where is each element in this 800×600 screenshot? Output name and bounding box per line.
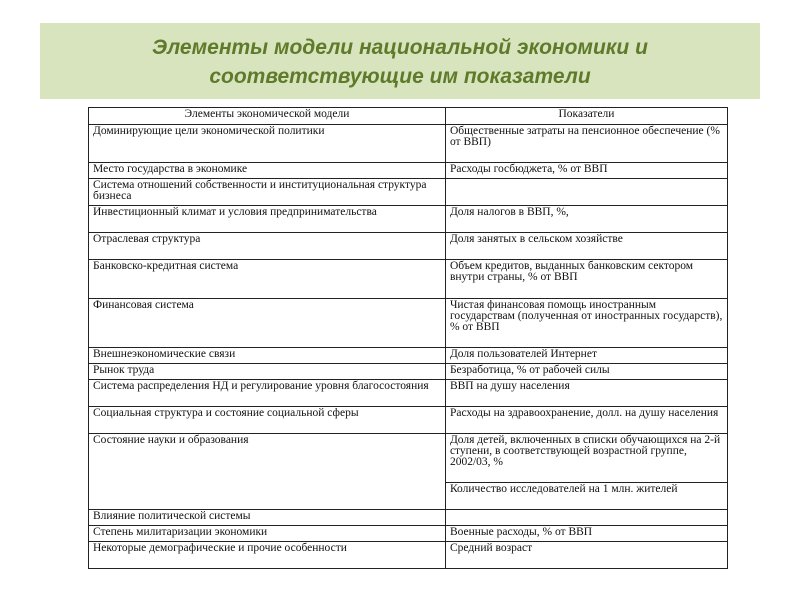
- indicator-cell: Количество исследователей на 1 млн. жителей: [445, 483, 727, 510]
- table-row: [89, 206, 728, 233]
- indicator-cell: Объем кредитов, выданных банковским сектором внутри страны, % от ВВП: [445, 260, 727, 299]
- element-cell: Внешнеэкономические связи: [89, 348, 446, 364]
- indicator-cell: Расходы на здравоохранение, долл. на душу населения: [445, 407, 727, 434]
- table-row: [89, 179, 728, 206]
- element-cell: Доминирующие цели экономической политики: [89, 125, 446, 163]
- table-row: [89, 434, 728, 483]
- table-row: [89, 364, 728, 380]
- indicator-cell: Безработица, % от рабочей силы: [445, 364, 727, 380]
- element-cell: Система распределения НД и регулирование уровня благосостояния: [89, 380, 446, 407]
- indicator-cell: Средний возраст: [445, 542, 727, 569]
- indicator-cell: Военные расходы, % от ВВП: [445, 526, 727, 542]
- table-row: [89, 233, 728, 260]
- element-cell: Рынок труда: [89, 364, 446, 380]
- indicator-cell: Доля детей, включенных в списки обучающихся на 2-й ступени, в соответствующей возрастной группе, 2002/03, %: [445, 434, 727, 483]
- element-cell: Система отношений собственности и институциональная структура бизнеса: [89, 179, 446, 206]
- table-row: [89, 380, 728, 407]
- title-banner: [40, 23, 760, 99]
- element-cell: Банковско-кредитная система: [89, 260, 446, 299]
- indicator-cell: Чистая финансовая помощь иностранным государствам (полученная от иностранных государств), % от ВВП: [445, 299, 727, 348]
- element-cell: Состояние науки и образования: [89, 434, 446, 510]
- element-cell: Степень милитаризации экономики: [89, 526, 446, 542]
- table-row: [89, 163, 728, 179]
- indicator-cell: ВВП на душу населения: [445, 380, 727, 407]
- table-row: [89, 526, 728, 542]
- indicator-cell: [445, 510, 727, 526]
- table-row: [89, 542, 728, 569]
- indicator-cell: Расходы госбюджета, % от ВВП: [445, 163, 727, 179]
- table-row: [89, 407, 728, 434]
- indicators-table: [88, 107, 728, 569]
- table-row: [89, 510, 728, 526]
- table-row: [89, 348, 728, 364]
- element-cell: Влияние политической системы: [89, 510, 446, 526]
- indicator-cell: [445, 179, 727, 206]
- element-cell: Инвестиционный климат и условия предпринимательства: [89, 206, 446, 233]
- indicator-cell: Общественные затраты на пенсионное обеспечение (% от ВВП): [445, 125, 727, 163]
- indicator-cell: Доля занятых в сельском хозяйстве: [445, 233, 727, 260]
- title-line-2: соответствующие им показатели: [209, 65, 591, 88]
- title-line-1: Элементы модели национальной экономики и: [152, 36, 648, 59]
- table-row: [89, 125, 728, 163]
- table-row: [89, 260, 728, 299]
- element-cell: Финансовая система: [89, 299, 446, 348]
- column-header-elements: Элементы экономической модели: [89, 108, 446, 125]
- element-cell: Отраслевая структура: [89, 233, 446, 260]
- indicator-cell: Доля пользователей Интернет: [445, 348, 727, 364]
- indicator-cell: Доля налогов в ВВП, %,: [445, 206, 727, 233]
- element-cell: Место государства в экономике: [89, 163, 446, 179]
- element-cell: Социальная структура и состояние социальной сферы: [89, 407, 446, 434]
- table-row: [89, 299, 728, 348]
- element-cell: Некоторые демографические и прочие особенности: [89, 542, 446, 569]
- table-header-row: [89, 108, 728, 125]
- column-header-indicators: Показатели: [445, 108, 727, 125]
